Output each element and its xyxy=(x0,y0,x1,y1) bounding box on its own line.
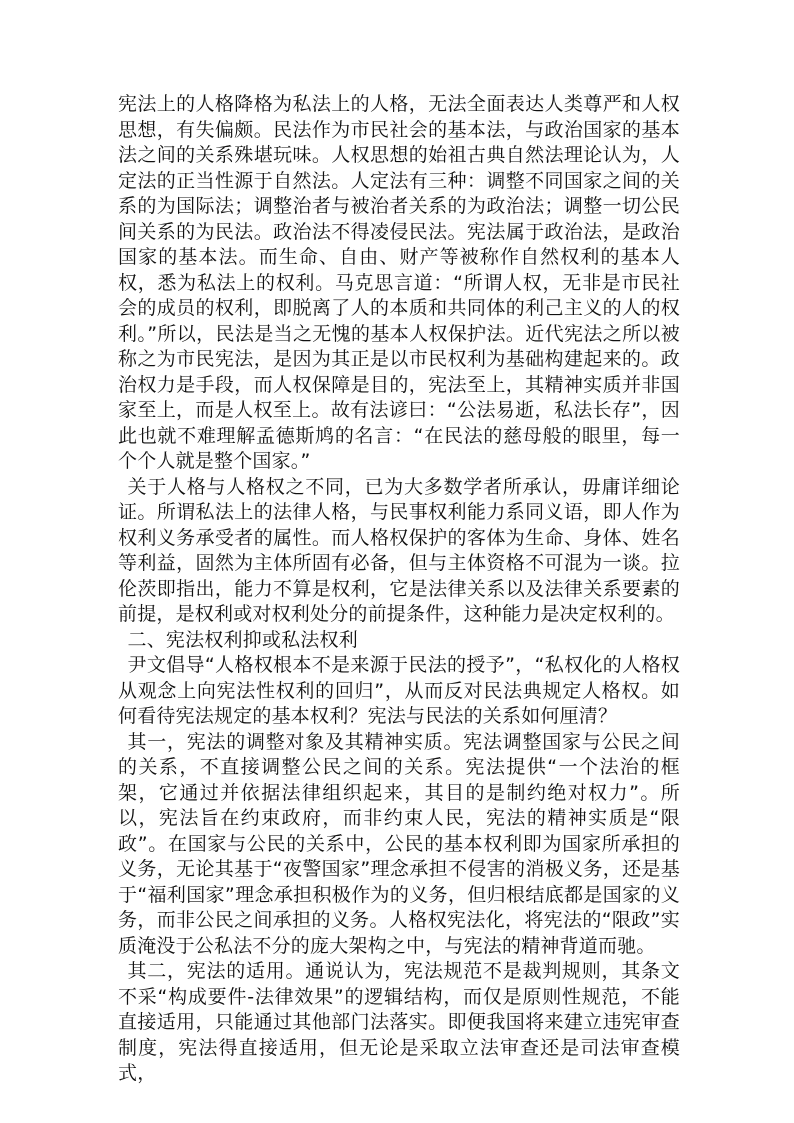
paragraph-5: 其二，宪法的适用。通说认为，宪法规范不是裁判规则，其条文不采“构成要件-法律效果”的逻辑结构，而仅是原则性规范，不能直接适用，只能通过其他部门法落实。即便我国将来建立违宪审查制度，宪法得直接适用，但无论是采取立法审查还是司法审查模式， xyxy=(118,960,680,1084)
section-heading: 二、宪法权利抑或私法权利 xyxy=(127,628,358,651)
paragraph-1: 宪法上的人格降格为私法上的人格，无法全面表达人类尊严和人权思想，有失偏颇。民法作为市民社会的基本法，与政治国家的基本法之间的关系殊堪玩味。人权思想的始祖古典自然法理论认为，人定法的正当性源于自然法。人定法有三种：调整不同国家之间的关系的为国际法；调整治者与被治者关系的为政治法；调整一切公民间关系的为民法。政治法不得凌侵民法。宪法属于政治法，是政治国家的基本法。而生命、自由、财产等被称作自然权利的基本人权，悉为私法上的权利。马克思言道：“所谓人权，无非是市民社会的成员的权利，即脱离了人的本质和共同体的利己主义的人的权利。”所以，民法是当之无愧的基本人权保护法。近代宪法之所以被称之为市民宪法，是因为其正是以市民权利为基础构建起来的。政治权力是手段，而人权保障是目的，宪法至上，其精神实质并非国家至上，而是人权至上。故有法谚曰：“公法易逝，私法长存”，因此也就不难理解孟德斯鸠的名言：“在民法的慈母般的眼里，每一个个人就是整个国家。” xyxy=(118,93,680,472)
paragraph-2: 关于人格与人格权之不同，已为大多数学者所承认，毋庸详细论证。所谓私法上的法律人格，与民事权利能力系同义语，即人作为权利义务承受者的属性。而人格权保护的客体为生命、身体、姓名等利益，固然为主体所固有必备，但与主体资格不可混为一谈。拉伦茨即指出，能力不算是权利，它是法律关系以及法律关系要素的前提，是权利或对权利处分的前提条件，这种能力是决定权利的。 xyxy=(118,475,680,625)
paragraph-4: 其一，宪法的调整对象及其精神实质。宪法调整国家与公民之间的关系，不直接调整公民之间的关系。宪法提供“一个法治的框架，它通过并依据法律组织起来，其目的是制约绝对权力”。所以，宪法旨在约束政府，而非约束人民，宪法的精神实质是“限政”。在国家与公民的关系中，公民的基本权利即为国家所承担的义务，无论其基于“夜警国家”理念承担不侵害的消极义务，还是基于“福利国家”理念承担积极作为的义务，但归根结底都是国家的义务，而非公民之间承担的义务。人格权宪法化，将宪法的“限政”实质淹没于公私法不分的庞大架构之中，与宪法的精神背道而驰。 xyxy=(118,730,680,957)
body-text xyxy=(118,92,680,1087)
paragraph-3: 尹文倡导“人格权根本不是来源于民法的授予”，“私权化的人格权从观念上向宪法性权利的回归”，从而反对民法典规定人格权。如何看待宪法规定的基本权利？宪法与民法的关系如何厘清？ xyxy=(118,654,680,727)
